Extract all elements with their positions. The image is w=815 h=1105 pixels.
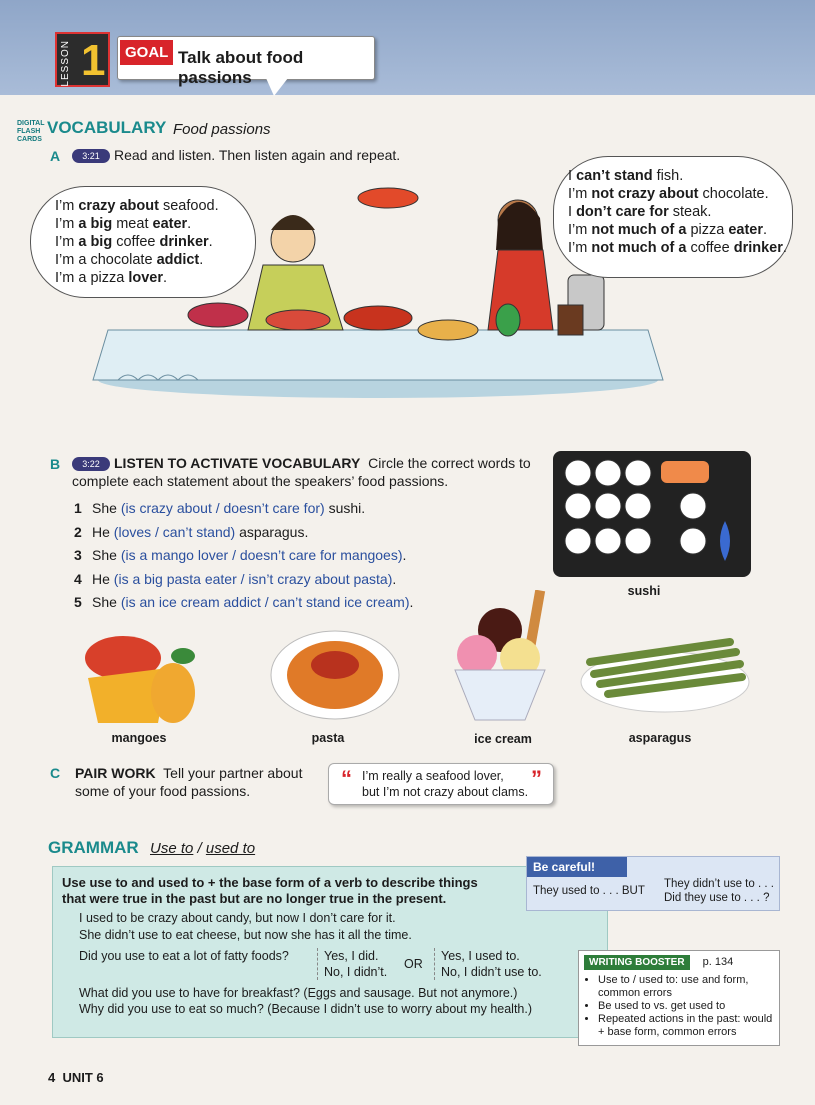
item-number: 5 xyxy=(74,594,82,610)
question-line: Did you use to eat a lot of fatty foods? xyxy=(79,949,289,963)
item-options[interactable]: (is a big pasta eater / isn’t crazy about pasta) xyxy=(113,570,393,587)
list-item: • Repeated actions in the past: would + base form, common errors xyxy=(598,1013,779,1039)
flash-cards-line: FLASH xyxy=(17,128,41,135)
chocolate-cake xyxy=(558,305,583,335)
instruction-text: Tell your partner about xyxy=(163,765,303,781)
flash-cards-line: DIGITAL xyxy=(17,120,45,127)
nigiri xyxy=(661,461,709,483)
sushi-roll xyxy=(595,528,621,554)
item-options[interactable]: (is a mango lover / doesn’t care for mangoes) xyxy=(120,547,403,563)
answer-set-2 xyxy=(434,948,542,980)
section-b-heading: LISTEN TO ACTIVATE VOCABULARY xyxy=(114,455,361,471)
grammar-box xyxy=(52,866,608,1038)
man-hair xyxy=(271,215,315,230)
item-number: 2 xyxy=(74,523,82,540)
sushi-roll xyxy=(625,493,651,519)
vocabulary-subtitle: Food passions xyxy=(173,121,271,138)
bubble-line: I’m a big meat eater. xyxy=(55,216,192,232)
quote-line: but I’m not crazy about clams. xyxy=(362,785,529,799)
instruction-text: Read and listen. Then listen again and repeat. xyxy=(114,147,401,163)
item-text: She xyxy=(92,500,121,516)
example-quote xyxy=(328,763,554,805)
grammar-sub-b: used to xyxy=(205,840,256,857)
bubble-line: I can’t stand fish. xyxy=(568,168,684,184)
answer-line: Yes, I did. xyxy=(324,949,379,963)
bubble-line: I’m not much of a pizza eater. xyxy=(568,222,768,238)
careful-examples xyxy=(664,877,774,905)
item-options[interactable]: (is crazy about / doesn’t care for) xyxy=(120,500,325,516)
booster-page-ref[interactable]: p. 134 xyxy=(702,956,734,968)
section-b-instruction xyxy=(72,454,542,490)
goal-text: Talk about food passions xyxy=(178,48,304,87)
item-text: She xyxy=(92,547,121,563)
list-item xyxy=(74,591,413,615)
item-text: . xyxy=(392,570,397,587)
instruction-text: some of your food passions. xyxy=(75,783,251,799)
sushi-roll xyxy=(625,460,651,486)
bubble-line: I’m a chocolate addict. xyxy=(55,252,204,268)
list-item xyxy=(74,521,413,545)
unit-label: UNIT 6 xyxy=(62,1070,104,1085)
item-text: sushi. xyxy=(324,500,366,516)
grammar-sub-sep: / xyxy=(193,840,206,857)
careful-text: Did they use to . . . ? xyxy=(664,892,770,904)
item-options[interactable]: (is an ice cream addict / can’t stand ice cream) xyxy=(120,594,410,610)
sushi-roll xyxy=(565,460,591,486)
item-text: . xyxy=(402,547,407,563)
grammar-sub-a: Use to xyxy=(150,840,194,857)
caption-ice-cream: ice cream xyxy=(474,732,532,746)
sushi-roll xyxy=(625,528,651,554)
page-footer xyxy=(48,1070,104,1085)
vocabulary-title: VOCABULARY xyxy=(47,118,167,137)
pasta-image xyxy=(270,627,400,722)
lesson-number: 1 xyxy=(81,36,106,85)
bubble-line: I’m a pizza lover. xyxy=(55,270,168,286)
sushi-image xyxy=(553,451,751,577)
flash-cards-line: CARDS xyxy=(17,136,42,143)
bubble-line: I’m not much of a coffee drinker. xyxy=(568,240,787,256)
sushi-roll xyxy=(565,493,591,519)
writing-booster-box xyxy=(578,950,780,1046)
item-number: 3 xyxy=(74,547,82,563)
section-a-letter: A xyxy=(50,148,61,164)
open-quote-icon: “ xyxy=(341,766,352,791)
bubble-line: I don’t care for steak. xyxy=(568,204,712,220)
item-number: 1 xyxy=(74,500,82,516)
quote-line: I’m really a seafood lover, xyxy=(362,769,504,783)
section-b-letter: B xyxy=(50,456,61,472)
rule-line: Use use to and used to + the base form of a verb to describe things xyxy=(62,875,478,890)
rule-line: that were true in the past but are no longer true in the present. xyxy=(62,891,447,906)
writing-booster-heading: WRITING BOOSTER xyxy=(584,955,690,970)
answer-set-1 xyxy=(317,948,387,980)
caption-pasta: pasta xyxy=(311,731,345,745)
list-item: • Be used to vs. get used to xyxy=(598,1000,779,1013)
audio-play-icon[interactable]: 3:21 xyxy=(72,149,110,163)
bubble-line: I’m crazy about seafood. xyxy=(55,198,219,214)
audio-play-icon[interactable]: 3:22 xyxy=(72,457,110,471)
table-cloth xyxy=(93,330,663,380)
bubble-line: I’m not crazy about chocolate. xyxy=(568,186,769,202)
lesson-label: LESSON xyxy=(60,40,71,87)
salad-bowl xyxy=(188,303,248,327)
asparagus-image xyxy=(580,622,750,714)
list-item xyxy=(74,544,413,568)
example-line: I used to be crazy about candy, but now I don’t care for it. xyxy=(79,911,396,925)
item-options[interactable]: (loves / can’t stand) xyxy=(113,523,236,540)
lobster-platter xyxy=(358,188,418,208)
sushi-roll xyxy=(680,493,706,519)
sushi-roll xyxy=(595,460,621,486)
careful-text: They didn’t use to . . . xyxy=(664,878,774,890)
question-line: Why did you use to eat so much? (Because I didn’t use to worry about my health.) xyxy=(79,1002,533,1016)
item-text: . xyxy=(409,594,414,610)
item-text: He xyxy=(92,570,114,587)
goal-bubble-tail xyxy=(266,78,288,96)
mangoes-image xyxy=(78,628,200,728)
question-line: What did you use to have for breakfast? (Eggs and sausage. But not anymore.) xyxy=(79,986,518,1000)
be-careful-heading: Be careful! xyxy=(527,857,627,877)
item-number: 4 xyxy=(74,570,82,587)
left-thought-bubble xyxy=(30,186,256,298)
jelly-mold xyxy=(496,304,520,336)
pasta-sauce xyxy=(311,651,359,679)
grammar-subtitle xyxy=(150,840,255,857)
right-thought-bubble xyxy=(553,156,793,278)
answer-line: Yes, I used to. xyxy=(441,949,520,963)
goal-bubble xyxy=(117,36,375,87)
list-item: • Use to / used to: use and form, common errors xyxy=(598,974,779,1000)
instruction-text: complete each statement about the speakers’ food passions. xyxy=(72,473,449,489)
goal-tag: GOAL xyxy=(120,40,173,65)
section-c-instruction xyxy=(75,764,302,800)
page-number: 4 xyxy=(48,1070,56,1085)
section-a-instruction xyxy=(72,147,400,163)
ice-cream-image xyxy=(445,590,555,725)
strawberry-scoop xyxy=(457,635,497,675)
instruction-text: Circle the correct words to xyxy=(368,455,531,471)
section-c-letter: C xyxy=(50,765,61,781)
answer-line: No, I didn’t. xyxy=(324,965,388,979)
grammar-rule xyxy=(62,875,478,907)
or-label: OR xyxy=(404,957,423,971)
lesson-badge xyxy=(55,32,110,87)
item-text: asparagus. xyxy=(235,523,309,540)
booster-list xyxy=(598,974,779,1039)
list-item xyxy=(74,497,413,521)
bubble-line: I’m a big coffee drinker. xyxy=(55,234,213,250)
example-line: She didn’t use to eat cheese, but now she has it all the time. xyxy=(79,928,412,942)
flash-cards-icon[interactable] xyxy=(17,120,44,144)
sushi-roll xyxy=(565,528,591,554)
grammar-examples xyxy=(79,910,412,944)
mango-half xyxy=(151,663,195,723)
ice-cream-bowl xyxy=(455,670,545,720)
caption-asparagus: asparagus xyxy=(628,731,692,745)
crab-platter xyxy=(344,306,412,330)
item-text: He xyxy=(92,523,114,540)
answer-line: No, I didn’t use to. xyxy=(441,965,542,979)
grammar-questions xyxy=(79,985,532,1017)
pizza xyxy=(418,320,478,340)
careful-text: They used to . . . BUT xyxy=(533,885,645,897)
item-text: She xyxy=(92,594,121,610)
pair-work-heading: PAIR WORK xyxy=(75,765,156,781)
statement-list xyxy=(74,497,413,615)
list-item xyxy=(74,568,413,592)
mango-leaf xyxy=(171,648,195,664)
grammar-title: GRAMMAR xyxy=(48,838,139,857)
sushi-roll xyxy=(595,493,621,519)
close-quote-icon: ” xyxy=(531,766,542,791)
be-careful-box xyxy=(526,856,780,911)
meat-tray xyxy=(266,310,330,330)
caption-mangoes: mangoes xyxy=(111,731,167,745)
sushi-roll xyxy=(680,528,706,554)
caption-sushi: sushi xyxy=(627,584,661,598)
